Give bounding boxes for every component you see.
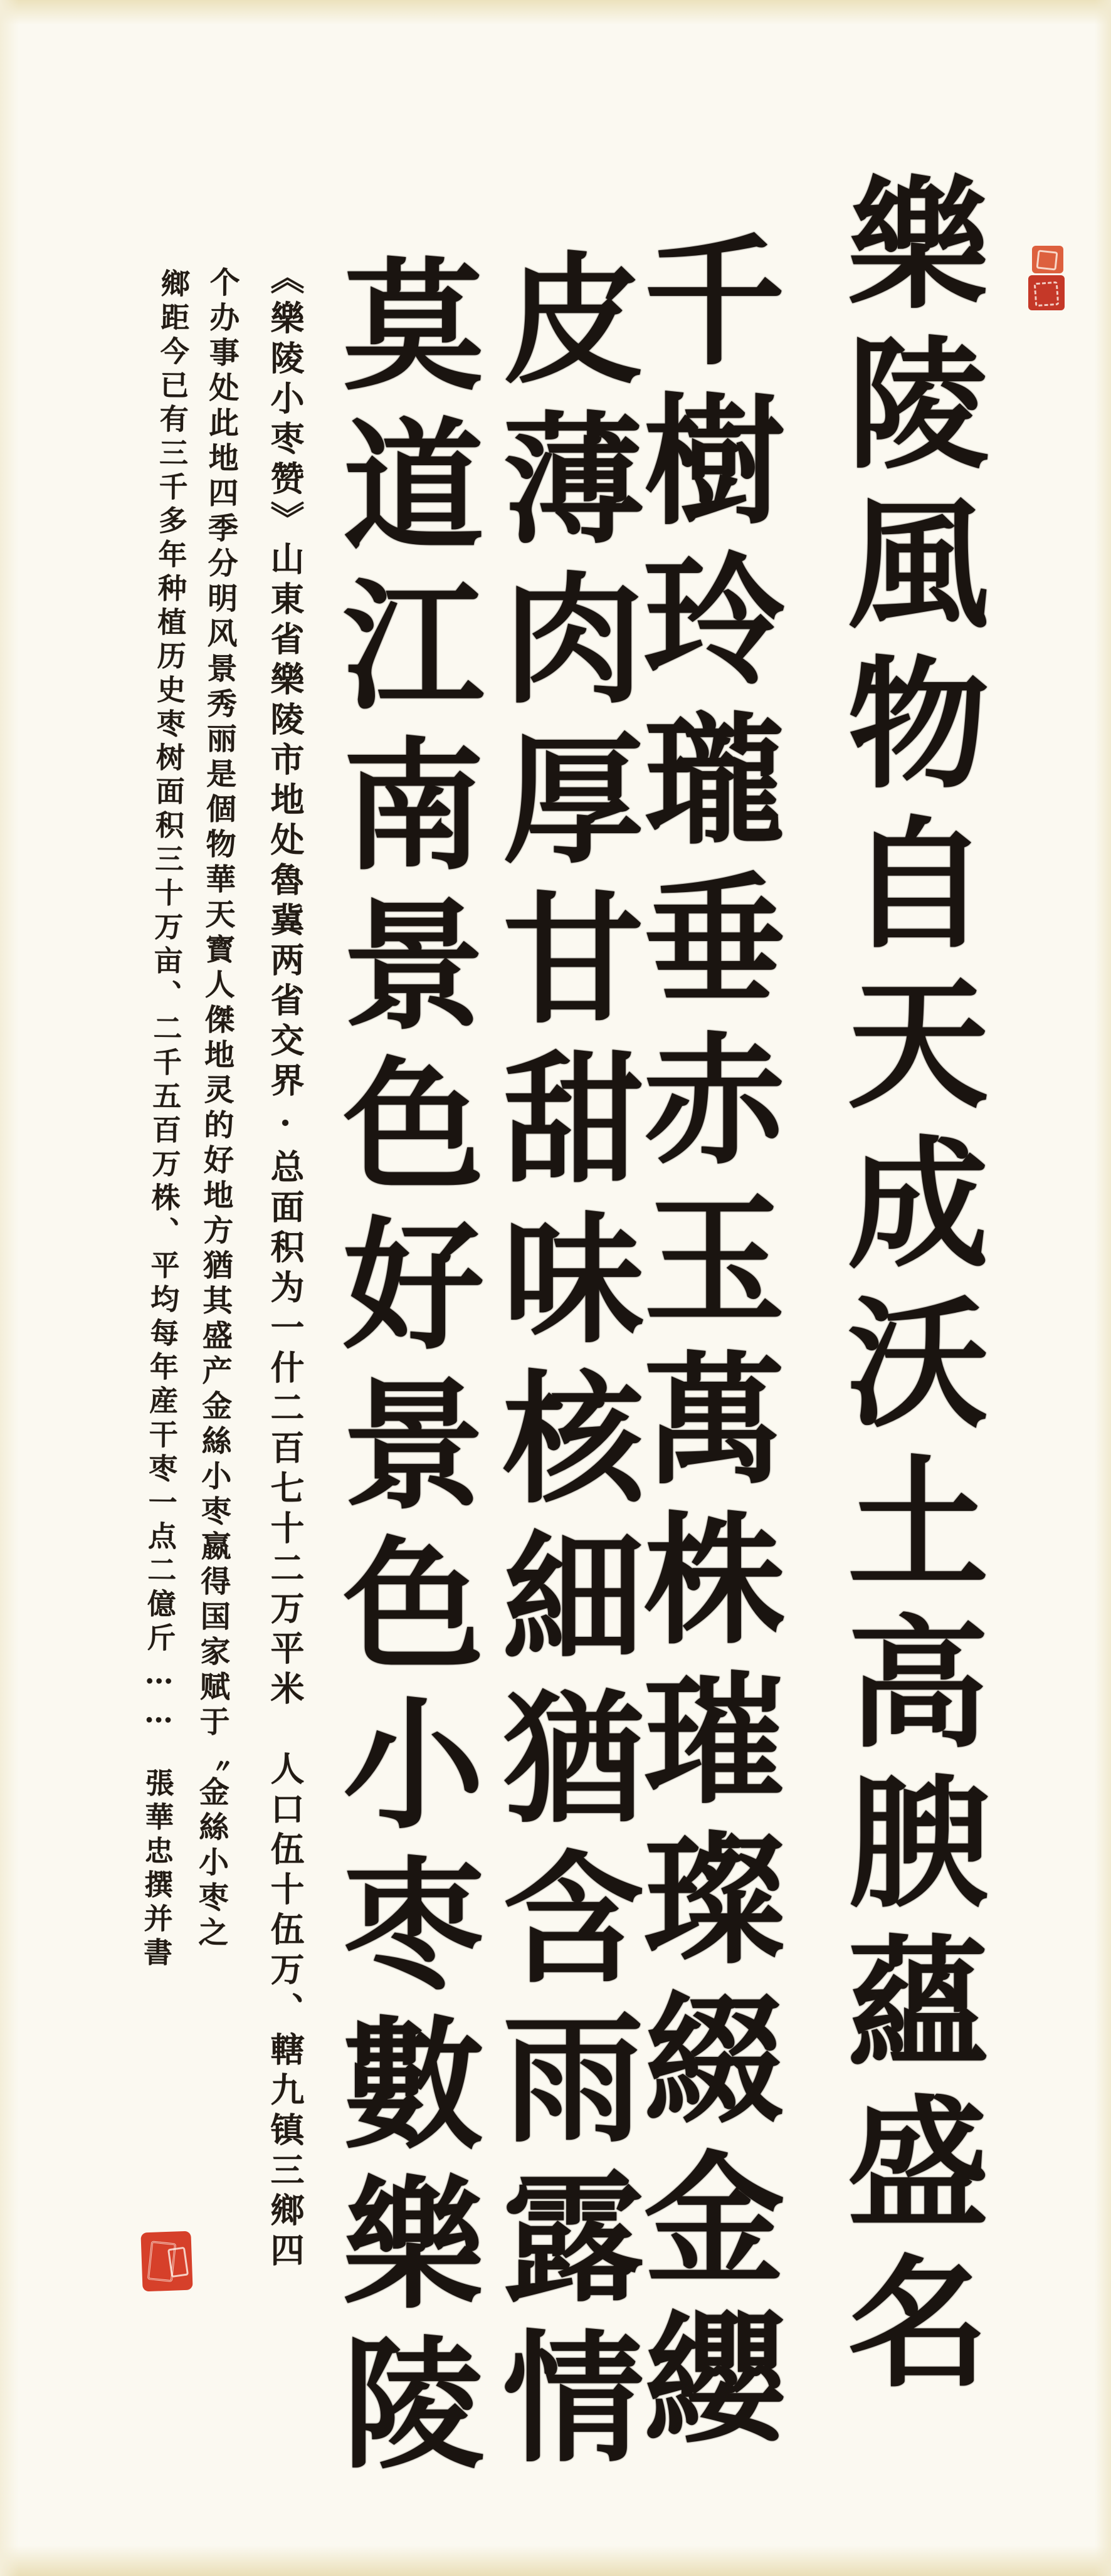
paper-edge-top	[0, 0, 1111, 28]
artist-red-seal	[140, 2231, 192, 2292]
top-red-seal	[1028, 246, 1067, 311]
colophon-column-2: 个办事处此地四季分明风景秀丽是個物華天寳人傑地灵的好地方猶其盛产金絲小枣嬴得国家赋于〝金絲小枣之	[192, 266, 240, 1952]
paper-edge-left	[0, 0, 19, 2576]
top-seal-glyph-mark	[1034, 281, 1060, 307]
main-text-column-1: 樂陵風物自天成沃土高腴蘊盛名	[824, 171, 989, 2409]
main-text-column-2: 千樹玲瓏垂赤玉萬株璀璨綴金纓	[620, 227, 786, 2465]
paper-edge-right	[1095, 0, 1111, 2576]
main-text-column-4: 莫道江南景色好景色小枣數樂陵	[319, 252, 485, 2490]
main-text-column-3: 皮薄肉厚甘甜味核細猶含雨露情	[479, 246, 645, 2484]
colophon-column-3-signature: 鄉距今已有三千多年种植历史枣树面积三十万亩、二千五百万株、平均每年産干枣一点二億斤…… 張華忠撰并書	[139, 268, 191, 1972]
colophon-column-1: 《樂陵小枣赞》山東省樂陵市地处魯冀两省交界·总面积为一什二百七十二万平米 人口伍十伍万、轄九镇三鄉四	[265, 260, 305, 2273]
paper-edge-bottom	[0, 2542, 1111, 2576]
top-seal-glyph-mark	[1036, 250, 1058, 270]
